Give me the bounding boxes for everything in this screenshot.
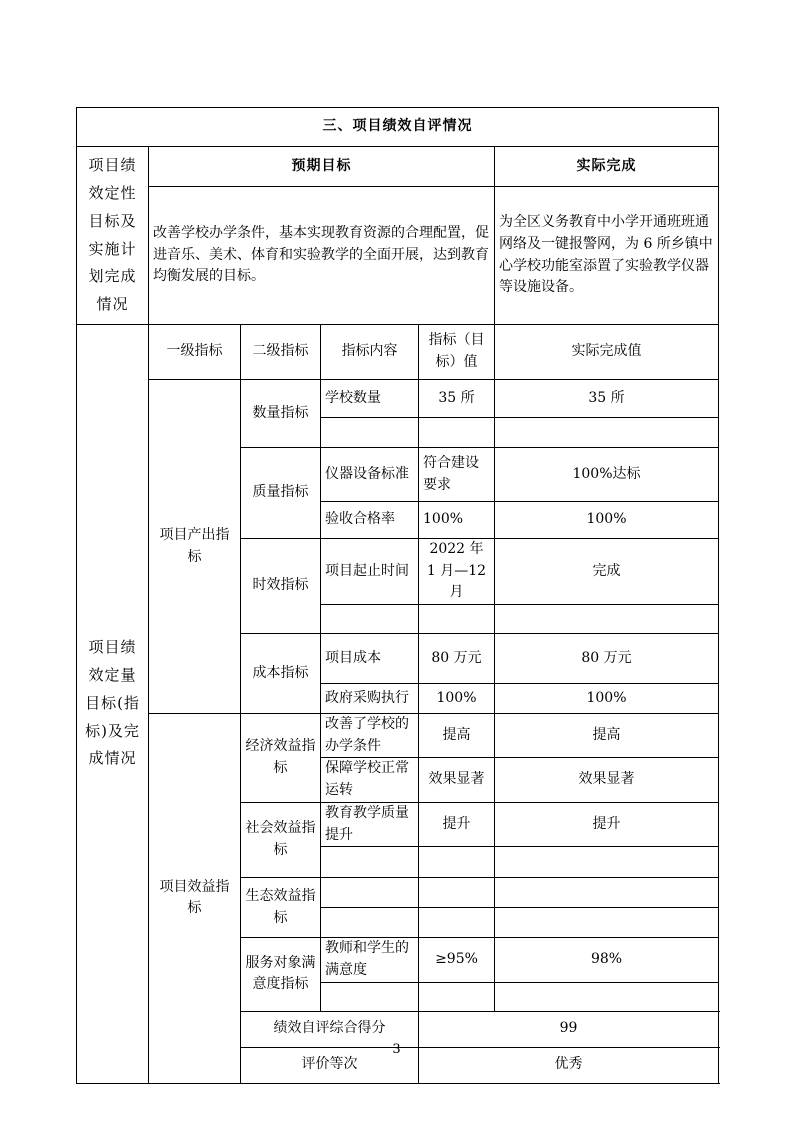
indicator-content: 项目起止时间 bbox=[321, 539, 419, 605]
qualitative-row-label: 项目绩效定性目标及实施计划完成情况 bbox=[77, 147, 149, 325]
indicator-actual bbox=[495, 605, 719, 634]
indicator-content: 改善了学校的办学条件 bbox=[321, 714, 419, 758]
section-title: 三、项目绩效自评情况 bbox=[77, 108, 719, 147]
indicator-content bbox=[321, 605, 419, 634]
header-target: 指标（目标）值 bbox=[419, 325, 495, 380]
indicator-actual: 提升 bbox=[495, 802, 719, 846]
header-content: 指标内容 bbox=[321, 325, 419, 380]
cost-indicator-label: 成本指标 bbox=[241, 634, 321, 714]
indicator-actual: 100% bbox=[495, 684, 719, 714]
indicator-target: 符合建设要求 bbox=[419, 448, 495, 502]
indicator-content bbox=[321, 418, 419, 448]
indicator-target bbox=[419, 982, 495, 1011]
indicator-actual: 100%达标 bbox=[495, 448, 719, 502]
timeliness-indicator-label: 时效指标 bbox=[241, 539, 321, 634]
indicator-actual: 完成 bbox=[495, 539, 719, 605]
indicator-target: 80 万元 bbox=[419, 634, 495, 684]
indicator-content bbox=[321, 847, 419, 878]
indicator-target: 100% bbox=[419, 684, 495, 714]
indicator-target bbox=[419, 878, 495, 908]
indicator-target bbox=[419, 418, 495, 448]
indicator-target: 35 所 bbox=[419, 380, 495, 418]
expected-goal-text: 改善学校办学条件，基本实现教育资源的合理配置，促进音乐、美术、体育和实验教学的全面开展，达到教育均衡发展的目标。 bbox=[149, 187, 495, 325]
indicator-actual bbox=[495, 908, 719, 938]
quality-indicator-label: 质量指标 bbox=[241, 448, 321, 539]
indicator-target bbox=[419, 847, 495, 878]
indicator-actual: 提高 bbox=[495, 714, 719, 758]
indicator-content: 仪器设备标准 bbox=[321, 448, 419, 502]
quantitative-row-label: 项目绩效定量目标(指标)及完成情况 bbox=[77, 325, 149, 1084]
indicator-actual bbox=[495, 847, 719, 878]
indicator-actual bbox=[495, 878, 719, 908]
indicator-actual: 100% bbox=[495, 502, 719, 539]
actual-completion-text: 为全区义务教育中小学开通班班通网络及一键报警网，为 6 所乡镇中心学校功能室添置了实验教学仪器等设施设备。 bbox=[495, 187, 719, 325]
benefit-indicator-label: 项目效益指标 bbox=[149, 714, 241, 1084]
quantity-indicator-label: 数量指标 bbox=[241, 380, 321, 448]
indicator-actual: 98% bbox=[495, 938, 719, 982]
indicator-content bbox=[321, 908, 419, 938]
indicator-actual: 35 所 bbox=[495, 380, 719, 418]
page-number: 3 bbox=[392, 1042, 401, 1057]
indicator-content: 验收合格率 bbox=[321, 502, 419, 539]
indicator-content bbox=[321, 982, 419, 1011]
score-value: 99 bbox=[419, 1011, 719, 1047]
social-indicator-label: 社会效益指标 bbox=[241, 802, 321, 877]
indicator-actual: 效果显著 bbox=[495, 758, 719, 802]
indicator-target: ≥95% bbox=[419, 938, 495, 982]
ecological-indicator-label: 生态效益指标 bbox=[241, 878, 321, 938]
self-evaluation-table bbox=[76, 107, 719, 1084]
indicator-actual bbox=[495, 982, 719, 1011]
indicator-content: 项目成本 bbox=[321, 634, 419, 684]
indicator-actual: 80 万元 bbox=[495, 634, 719, 684]
indicator-content: 保障学校正常运转 bbox=[321, 758, 419, 802]
grade-value: 优秀 bbox=[419, 1047, 719, 1083]
header-actual: 实际完成值 bbox=[495, 325, 719, 380]
header-level2: 二级指标 bbox=[241, 325, 321, 380]
indicator-content: 教育教学质量提升 bbox=[321, 802, 419, 846]
indicator-target: 效果显著 bbox=[419, 758, 495, 802]
indicator-target: 提高 bbox=[419, 714, 495, 758]
satisfaction-indicator-label: 服务对象满意度指标 bbox=[241, 938, 321, 1011]
indicator-content bbox=[321, 878, 419, 908]
expected-goal-header: 预期目标 bbox=[149, 147, 495, 187]
indicator-target: 100% bbox=[419, 502, 495, 539]
output-indicator-label: 项目产出指标 bbox=[149, 380, 241, 714]
economic-indicator-label: 经济效益指标 bbox=[241, 714, 321, 803]
indicator-content: 教师和学生的满意度 bbox=[321, 938, 419, 982]
indicator-content: 政府采购执行 bbox=[321, 684, 419, 714]
indicator-target bbox=[419, 605, 495, 634]
indicator-content: 学校数量 bbox=[321, 380, 419, 418]
grade-label: 评价等次 bbox=[241, 1047, 419, 1083]
indicator-target bbox=[419, 908, 495, 938]
indicator-target: 提升 bbox=[419, 802, 495, 846]
indicator-actual bbox=[495, 418, 719, 448]
header-level1: 一级指标 bbox=[149, 325, 241, 380]
actual-completion-header: 实际完成 bbox=[495, 147, 719, 187]
indicator-target: 2022 年 1 月—12 月 bbox=[419, 539, 495, 605]
score-label: 绩效自评综合得分 bbox=[241, 1011, 419, 1047]
